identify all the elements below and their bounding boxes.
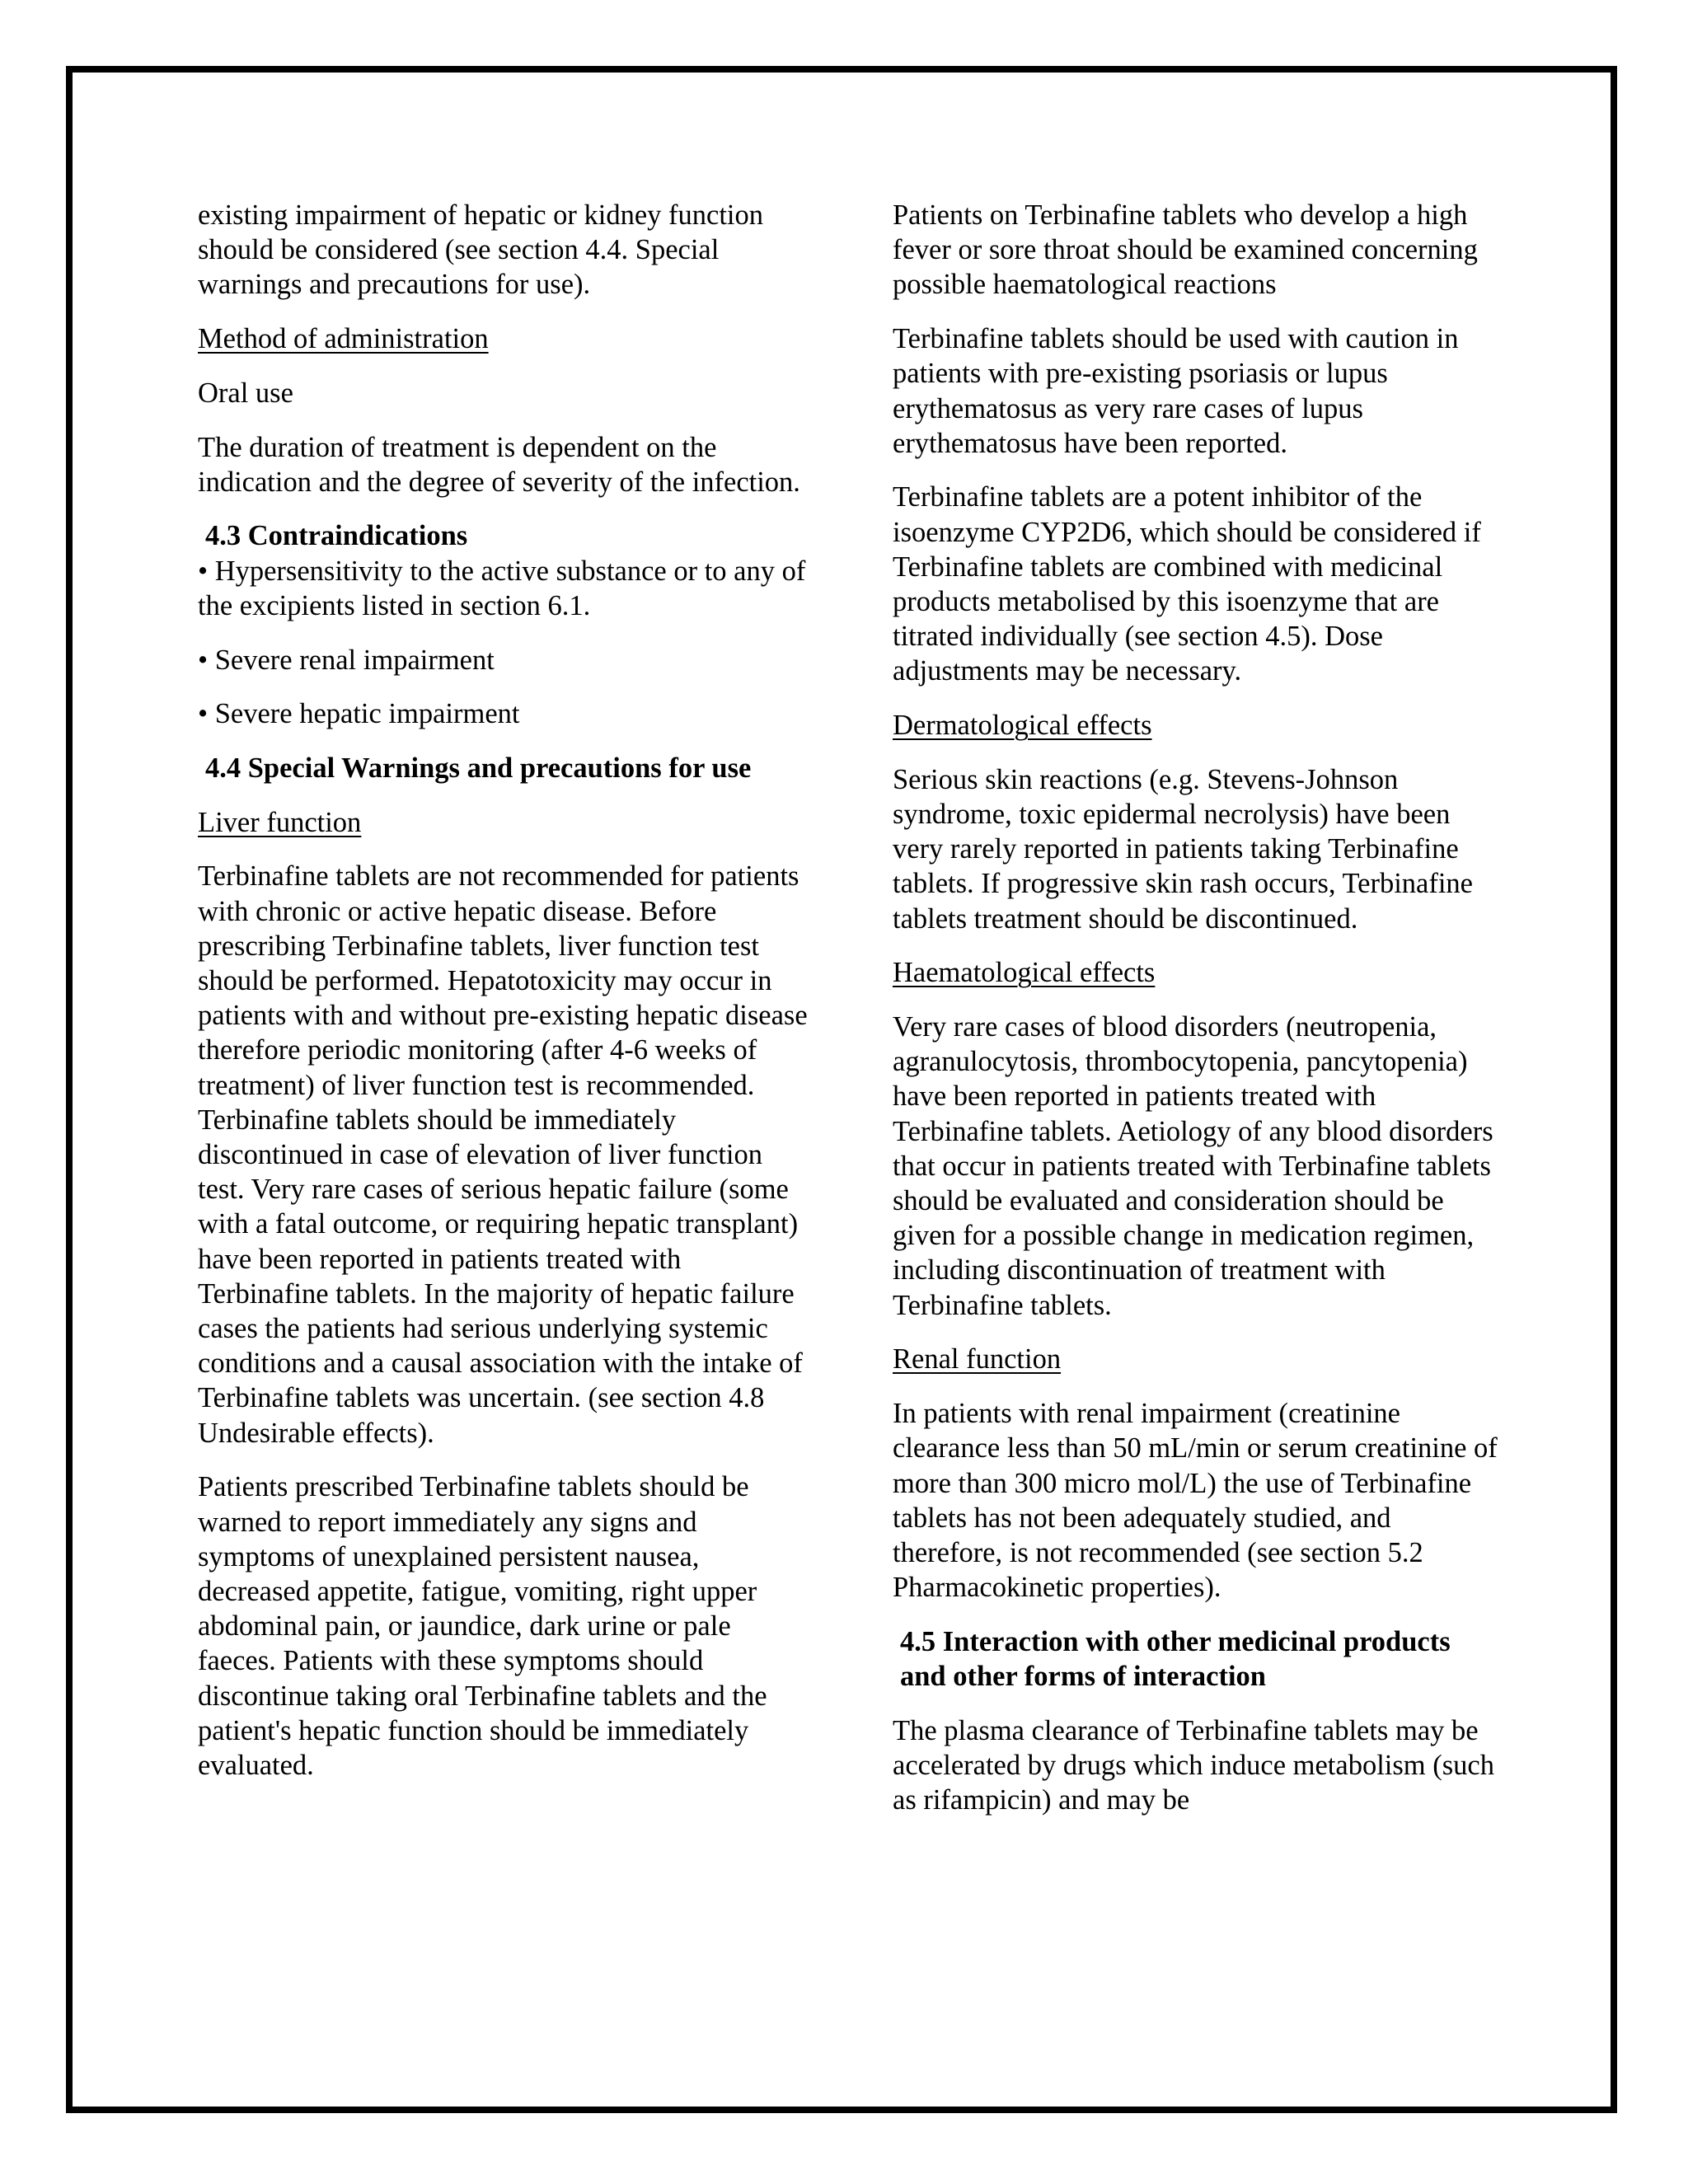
renal-function-heading: Renal function — [893, 1343, 1062, 1376]
contraindication-item: • Hypersensitivity to the active substance or to any of the excipients listed in section 6.1. — [198, 555, 806, 621]
cyp2d6-paragraph: Terbinafine tablets are a potent inhibitor of the isoenzyme CYP2D6, which should be considered if Terbinafine tablets are combined with medicinal products metabolised by this isoenzyme that are titrated individually (see section 4.5). Dose adjustments may be necessary. — [893, 481, 1481, 687]
haematological-effects-paragraph: Very rare cases of blood disorders (neutropenia, agranulocytosis, thrombocytopenia, pancytopenia) have been reported in patients treated with Terbinafine tablets. Aetiology of any blood disorders that occur in patients treated with Terbinafine tablets should be evaluated and consideration should be given for a possible change in medication regimen, including discontinuation of treatment with Terbinafine tablets. — [893, 1011, 1493, 1321]
patients-warning-paragraph: Patients prescribed Terbinafine tablets should be warned to report immediately any signs and symptoms of unexplained persistent nausea, decreased appetite, fatigue, vomiting, right upper abdominal pain, or jaundice, dark urine or pale faeces. Patients with these symptoms should discontinue taking oral Terbinafine tablets and the patient's hepatic function should be immediately evaluated. — [198, 1471, 767, 1781]
interaction-paragraph: The plasma clearance of Terbinafine tablets may be accelerated by drugs which induce metabolism (such as rifampicin) and may be — [893, 1714, 1494, 1816]
contraindications-heading: 4.3 Contraindications — [205, 520, 468, 552]
duration-paragraph: The duration of treatment is dependent on the indication and the degree of severity of the infection. — [198, 431, 800, 498]
dermatological-effects-paragraph: Serious skin reactions (e.g. Stevens-Johnson syndrome, toxic epidermal necrolysis) have been very rarely reported in patients taking Terbinafine tablets. If progressive skin rash occurs, Terbinafine tablets treatment should be discontinued. — [893, 763, 1473, 935]
left-column — [198, 198, 812, 1802]
contraindication-item: • Severe hepatic impairment — [198, 698, 520, 730]
haematological-reaction-paragraph: Patients on Terbinafine tablets who develop a high fever or sore throat should be examined concerning possible haematological reactions — [893, 199, 1478, 301]
psoriasis-lupus-paragraph: Terbinafine tablets should be used with caution in patients with pre-existing psoriasis or lupus erythematosus as very rare cases of lupus erythematosus have been reported. — [893, 323, 1459, 459]
dermatological-effects-heading: Dermatological effects — [893, 710, 1152, 742]
contraindication-item: • Severe renal impairment — [198, 644, 495, 676]
renal-function-paragraph: In patients with renal impairment (creatinine clearance less than 50 mL/min or serum creatinine of more than 300 micro mol/L) the use of Terbinafine tablets has not been adequately studied, and therefore, is not recommended (see section 5.2 Pharmacokinetic properties). — [893, 1398, 1498, 1604]
special-warnings-heading: 4.4 Special Warnings and precautions for use — [205, 752, 752, 784]
haematological-effects-heading: Haematological effects — [893, 957, 1156, 989]
right-column — [893, 198, 1503, 1817]
method-of-administration-heading: Method of administration — [198, 323, 489, 355]
liver-function-heading: Liver function — [198, 806, 362, 838]
oral-use-text: Oral use — [198, 377, 293, 409]
paragraph-existing-impairment: existing impairment of hepatic or kidney function should be considered (see section 4.4. Special warnings and precautions for use). — [198, 199, 763, 301]
liver-function-paragraph: Terbinafine tablets are not recommended for patients with chronic or active hepatic disease. Before prescribing Terbinafine tablets, liver function test should be performed. Hepatotoxicity may occur in patients with and without pre-existing hepatic disease therefore periodic monitoring (after 4-6 weeks of treatment) of liver function test is recommended. Terbinafine tablets should be immediately discontinued in case of elevation of liver function test. Very rare cases of serious hepatic failure (some with a fatal outcome, or requiring hepatic transplant) have been reported in patients treated with Terbinafine tablets. In the majority of hepatic failure cases the patients had serious underlying systemic conditions and a causal association with the intake of Terbinafine tablets was uncertain. (see section 4.8 Undesirable effects). — [198, 860, 808, 1449]
interaction-heading: 4.5 Interaction with other medicinal products and other forms of interaction — [900, 1625, 1451, 1693]
